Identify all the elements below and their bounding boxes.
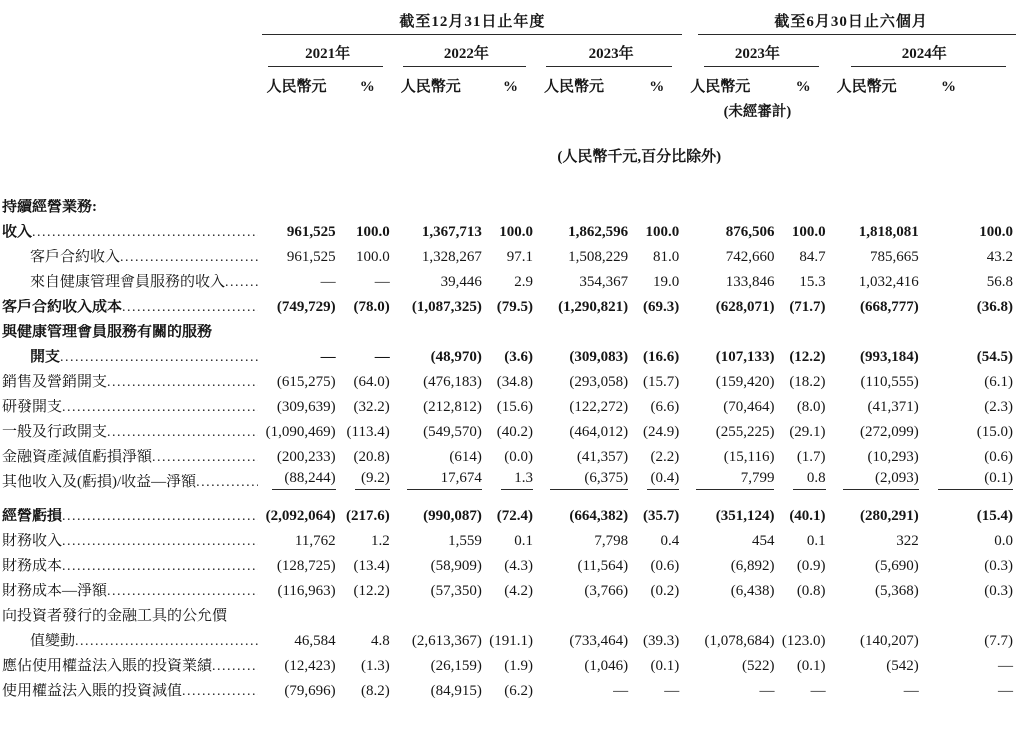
- cell-amount: 785,665: [869, 248, 919, 265]
- cell-amount: (1,290,821): [558, 298, 629, 315]
- cell-amount: —: [613, 682, 629, 699]
- header-units-row-labels: [2, 67, 1018, 98]
- cell-amount: (107,133): [715, 348, 775, 365]
- dot-leader: [120, 249, 258, 266]
- cell-amount: 46,584: [294, 632, 336, 649]
- cell-percentage: (0.3): [984, 582, 1013, 599]
- cell-amount: (48,970): [430, 348, 482, 365]
- header-unaudited-row: [2, 98, 1018, 121]
- table-row: [2, 415, 1018, 440]
- cell-amount: 354,367: [579, 273, 629, 290]
- header-year-row: [2, 35, 1018, 67]
- cell-percentage: (12.2): [353, 582, 390, 599]
- cell-amount: (58,909): [430, 557, 482, 574]
- dot-leader: [75, 633, 258, 650]
- cell-percentage: (113.4): [346, 423, 390, 440]
- cell-amount: (3,766): [584, 582, 629, 599]
- cell-percentage: (72.4): [496, 507, 533, 524]
- cell-amount: (993,184): [859, 348, 919, 365]
- cell-amount: 7,798: [594, 532, 629, 549]
- cell-percentage: (0.6): [650, 557, 680, 574]
- cell-percentage: (1.9): [504, 657, 533, 674]
- cell-amount: (15,116): [723, 448, 775, 465]
- cell-amount: (749,729): [276, 298, 336, 315]
- cell-percentage: (54.5): [976, 348, 1013, 365]
- row-label: 客戶合約收入成本 .....: [2, 290, 260, 315]
- currency-head-2: 人民幣元: [400, 79, 461, 95]
- cell-percentage: (35.7): [643, 507, 680, 524]
- table-row: [2, 315, 1018, 340]
- cell-amount: —: [759, 682, 775, 699]
- cell-amount: —: [903, 682, 919, 699]
- cell-percentage: (6.6): [650, 398, 680, 415]
- cell-amount: (88,244): [260, 465, 338, 490]
- cell-percentage: 100.0: [355, 223, 390, 240]
- cell-percentage: (15.6): [496, 398, 533, 415]
- cell-amount: (116,963): [277, 582, 336, 599]
- row-label: 財務成本—淨額 .....: [2, 574, 260, 599]
- empty-cells: [260, 599, 1018, 624]
- currency-head-5: 人民幣元: [836, 79, 897, 95]
- cell-percentage: 0.1: [806, 532, 826, 549]
- cell-amount: (84,915): [430, 682, 482, 699]
- header-units-note-row: [2, 121, 1018, 166]
- table-row: [2, 674, 1018, 699]
- table-row: [2, 599, 1018, 624]
- row-label: 財務成本 .....: [2, 549, 260, 574]
- cell-percentage: (39.3): [643, 632, 680, 649]
- cell-amount: (1,087,325): [411, 298, 482, 315]
- cell-percentage: (217.6): [345, 507, 390, 524]
- cell-percentage: (40.1): [789, 507, 826, 524]
- cell-percentage: 100.0: [979, 223, 1013, 240]
- pct-head-5: %: [941, 79, 956, 95]
- dot-leader: [62, 558, 258, 575]
- cell-amount: (41,371): [867, 398, 919, 415]
- cell-amount: (293,058): [569, 373, 629, 390]
- cell-percentage: (123.0): [781, 632, 826, 649]
- cell-percentage: 100.0: [645, 223, 680, 240]
- dot-leader: [32, 224, 258, 241]
- period-group-interim-title: 截至6月30日止六個月: [774, 14, 928, 30]
- cell-percentage: (78.0): [353, 298, 390, 315]
- year-head-2023-interim: 2023年: [684, 35, 830, 67]
- cell-percentage: (0.8): [796, 582, 826, 599]
- cell-amount: (122,272): [569, 398, 629, 415]
- cell-amount: (1,090,469): [265, 423, 336, 440]
- cell-percentage: (8.2): [360, 682, 390, 699]
- year-head-2023: 2023年: [538, 35, 684, 67]
- cell-amount: (1,046): [584, 657, 629, 674]
- table-row: [2, 574, 1018, 599]
- cell-amount: (549,570): [423, 423, 482, 440]
- cell-percentage: 19.0: [653, 273, 680, 290]
- table-row: [2, 290, 1018, 315]
- cell-amount: 1,367,713: [421, 223, 482, 240]
- pct-head-4: %: [795, 79, 811, 95]
- row-label: 客戶合約收入 .....: [2, 240, 260, 265]
- row-label: 來自健康管理會員服務的收入 .....: [2, 265, 260, 290]
- cell-amount: (309,083): [569, 348, 629, 365]
- cell-amount: 876,506: [725, 223, 775, 240]
- cell-percentage: 43.2: [986, 248, 1013, 265]
- cell-percentage: 1.2: [370, 532, 390, 549]
- table-row: [2, 549, 1018, 574]
- cell-percentage: (0.0): [504, 448, 533, 465]
- cell-amount: (628,071): [715, 298, 775, 315]
- row-label: 應佔使用權益法入賬的投資業績 .....: [2, 649, 260, 674]
- cell-percentage: (0.1): [650, 657, 680, 674]
- cell-percentage: —: [998, 682, 1013, 699]
- row-label: 與健康管理會員服務有關的服務: [2, 323, 213, 340]
- cell-amount: (5,368): [874, 582, 919, 599]
- cell-amount: (26,159): [430, 657, 482, 674]
- table-row: [2, 190, 1018, 215]
- year-head-2022: 2022年: [395, 35, 538, 67]
- cell-percentage: (0.4): [631, 465, 684, 490]
- row-label: 使用權益法入賬的投資減值 .....: [2, 674, 260, 699]
- dot-leader: [60, 349, 258, 366]
- cell-amount: 961,525: [286, 248, 336, 265]
- pct-head-2: %: [502, 79, 518, 95]
- period-group-annual-title: 截至12月31日止年度: [399, 14, 546, 30]
- cell-percentage: 2.9: [514, 273, 533, 290]
- cell-percentage: (0.6): [984, 448, 1013, 465]
- pct-head-3: %: [649, 79, 665, 95]
- cell-amount: (2,092,064): [265, 507, 336, 524]
- cell-amount: —: [320, 348, 336, 365]
- cell-percentage: —: [998, 657, 1013, 674]
- cell-percentage: (1.7): [796, 448, 826, 465]
- cell-percentage: (16.6): [643, 348, 680, 365]
- cell-percentage: (0.3): [984, 557, 1013, 574]
- cell-percentage: 4.8: [370, 632, 390, 649]
- cell-percentage: (0.9): [796, 557, 826, 574]
- dot-leader: [182, 683, 258, 700]
- cell-amount: (79,696): [284, 682, 336, 699]
- cell-amount: (41,357): [576, 448, 629, 465]
- cell-amount: (11,564): [577, 557, 629, 574]
- table-row: [2, 465, 1018, 490]
- currency-head-4: 人民幣元: [690, 79, 751, 95]
- cell-amount: (159,420): [715, 373, 775, 390]
- cell-percentage: 0.0: [994, 532, 1013, 549]
- cell-percentage: (29.1): [789, 423, 826, 440]
- cell-percentage: (6.2): [504, 682, 533, 699]
- units-note: (人民幣千元,百分比除外): [557, 149, 722, 165]
- cell-percentage: (4.2): [504, 582, 533, 599]
- dot-leader: [107, 424, 258, 441]
- empty-cells: [260, 190, 1018, 215]
- row-label: 向投資者發行的金融工具的公允價: [2, 607, 228, 624]
- cell-percentage: (4.3): [504, 557, 533, 574]
- period-group-annual: [260, 10, 684, 35]
- cell-percentage: —: [374, 348, 390, 365]
- cell-percentage: (0.1): [796, 657, 826, 674]
- cell-amount: 133,846: [725, 273, 775, 290]
- cell-amount: (464,012): [569, 423, 629, 440]
- year-head-2024-interim: 2024年: [831, 35, 1018, 67]
- cell-percentage: (3.6): [504, 348, 533, 365]
- cell-amount: 961,525: [286, 223, 336, 240]
- cell-percentage: 84.7: [799, 248, 826, 265]
- cell-percentage: (7.7): [984, 632, 1013, 649]
- unaudited-note: (未經審計): [723, 104, 792, 120]
- cell-percentage: —: [810, 682, 826, 699]
- cell-amount: (200,233): [276, 448, 336, 465]
- cell-percentage: —: [664, 682, 680, 699]
- cell-amount: (351,124): [715, 507, 775, 524]
- dot-leader: [62, 533, 258, 550]
- cell-percentage: (24.9): [643, 423, 680, 440]
- cell-percentage: (12.2): [789, 348, 826, 365]
- table-row: [2, 340, 1018, 365]
- cell-percentage: (13.4): [353, 557, 390, 574]
- currency-head-1: 人民幣元: [266, 79, 327, 95]
- cell-percentage: 81.0: [653, 248, 680, 265]
- table-row: [2, 624, 1018, 649]
- cell-percentage: (15.7): [643, 373, 680, 390]
- cell-percentage: (0.2): [650, 582, 680, 599]
- table-body: [2, 166, 1018, 699]
- cell-amount: 1,818,081: [858, 223, 919, 240]
- pct-head-1: %: [359, 79, 375, 95]
- cell-amount: (614): [449, 448, 482, 465]
- cell-amount: (615,275): [276, 373, 336, 390]
- cell-percentage: (2.3): [984, 398, 1013, 415]
- cell-percentage: 0.8: [777, 465, 830, 490]
- dot-leader: [107, 583, 258, 600]
- cell-percentage: (20.8): [353, 448, 390, 465]
- row-label: 金融資產減值虧損淨額 .....: [2, 440, 260, 465]
- cell-amount: (476,183): [423, 373, 482, 390]
- cell-amount: (6,892): [730, 557, 775, 574]
- cell-percentage: 0.4: [660, 532, 680, 549]
- cell-amount: 1,032,416: [858, 273, 919, 290]
- year-head-2021: 2021年: [260, 35, 394, 67]
- row-label: 值變動 .....: [2, 624, 260, 649]
- header-period-row: [2, 10, 1018, 35]
- cell-amount: 322: [896, 532, 919, 549]
- table-row: [2, 524, 1018, 549]
- cell-amount: —: [320, 273, 336, 290]
- dot-leader: [196, 474, 258, 491]
- cell-amount: (2,093): [831, 465, 922, 490]
- cell-percentage: 56.8: [986, 273, 1013, 290]
- cell-amount: (128,725): [276, 557, 336, 574]
- cell-amount: (280,291): [859, 507, 919, 524]
- cell-amount: (664,382): [569, 507, 629, 524]
- cell-percentage: 15.3: [799, 273, 826, 290]
- table-row: [2, 440, 1018, 465]
- cell-amount: (212,812): [423, 398, 482, 415]
- cell-amount: 17,674: [395, 465, 485, 490]
- cell-percentage: (34.8): [496, 373, 533, 390]
- cell-percentage: (6.1): [984, 373, 1013, 390]
- table-row: [2, 490, 1018, 524]
- cell-amount: (57,350): [430, 582, 482, 599]
- cell-amount: 742,660: [725, 248, 775, 265]
- row-label: 研發開支 .....: [2, 390, 260, 415]
- cell-amount: (70,464): [723, 398, 775, 415]
- cell-percentage: (1.3): [360, 657, 390, 674]
- cell-amount: (110,555): [860, 373, 919, 390]
- cell-percentage: (2.2): [650, 448, 680, 465]
- cell-amount: (668,777): [859, 298, 919, 315]
- cell-amount: (990,087): [423, 507, 482, 524]
- cell-amount: 1,328,267: [421, 248, 482, 265]
- row-label: 開支 .....: [2, 340, 260, 365]
- cell-amount: (6,438): [730, 582, 775, 599]
- cell-amount: 11,762: [294, 532, 336, 549]
- empty-cells: [260, 315, 1018, 340]
- cell-amount: (272,099): [859, 423, 919, 440]
- cell-amount: (255,225): [715, 423, 775, 440]
- cell-percentage: (36.8): [976, 298, 1013, 315]
- cell-percentage: (18.2): [789, 373, 826, 390]
- dot-leader: [62, 508, 258, 525]
- table-row: [2, 215, 1018, 240]
- cell-percentage: (15.0): [976, 423, 1013, 440]
- dot-leader: [62, 399, 258, 416]
- cell-amount: (5,690): [874, 557, 919, 574]
- financial-statement-table: [2, 10, 1018, 699]
- table-row: [2, 390, 1018, 415]
- row-label: 財務收入 .....: [2, 524, 260, 549]
- cell-percentage: (15.4): [976, 507, 1013, 524]
- cell-amount: (6,375): [538, 465, 631, 490]
- cell-amount: 1,508,229: [568, 248, 629, 265]
- cell-amount: 7,799: [684, 465, 777, 490]
- dot-leader: [212, 658, 258, 675]
- cell-percentage: (79.5): [496, 298, 533, 315]
- cell-percentage: (9.2): [339, 465, 395, 490]
- cell-amount: (542): [886, 657, 919, 674]
- dot-leader: [225, 274, 258, 291]
- cell-percentage: (40.2): [496, 423, 533, 440]
- cell-percentage: 0.1: [514, 532, 533, 549]
- cell-amount: (10,293): [867, 448, 919, 465]
- cell-percentage: (191.1): [489, 632, 533, 649]
- row-label: 一般及行政開支 .....: [2, 415, 260, 440]
- row-label: 銷售及營銷開支 .....: [2, 365, 260, 390]
- cell-percentage: 100.0: [791, 223, 826, 240]
- table-row: [2, 649, 1018, 674]
- row-label: 其他收入及(虧損)/收益—淨額 .....: [2, 465, 260, 490]
- table-row: [2, 265, 1018, 290]
- cell-percentage: 97.1: [506, 248, 533, 265]
- cell-amount: (733,464): [569, 632, 629, 649]
- dot-leader: [122, 299, 258, 316]
- cell-amount: 454: [751, 532, 775, 549]
- dot-leader: [107, 374, 258, 391]
- cell-percentage: —: [374, 273, 390, 290]
- cell-amount: (522): [741, 657, 775, 674]
- cell-amount: (140,207): [859, 632, 919, 649]
- table-row: [2, 240, 1018, 265]
- cell-amount: 1,559: [448, 532, 482, 549]
- cell-percentage: (0.1): [922, 465, 1018, 490]
- cell-percentage: 100.0: [499, 223, 533, 240]
- cell-percentage: (64.0): [353, 373, 390, 390]
- cell-percentage: 100.0: [355, 248, 390, 265]
- row-label: 持續經營業務:: [2, 198, 97, 215]
- cell-amount: (1,078,684): [704, 632, 775, 649]
- row-label: 經營虧損 .....: [2, 490, 260, 524]
- currency-head-3: 人民幣元: [543, 79, 604, 95]
- cell-percentage: (69.3): [643, 298, 680, 315]
- cell-amount: 39,446: [440, 273, 482, 290]
- table-row: [2, 365, 1018, 390]
- cell-percentage: (32.2): [353, 398, 390, 415]
- cell-amount: 1,862,596: [568, 223, 629, 240]
- cell-amount: (12,423): [284, 657, 336, 674]
- row-label: 收入 .....: [2, 215, 260, 240]
- dot-leader: [152, 449, 258, 466]
- cell-amount: (309,639): [276, 398, 336, 415]
- cell-percentage: (8.0): [796, 398, 826, 415]
- cell-percentage: 1.3: [485, 465, 538, 490]
- cell-amount: (2,613,367): [411, 632, 482, 649]
- label-column-head: [2, 10, 260, 35]
- cell-percentage: (71.7): [789, 298, 826, 315]
- period-group-interim: [684, 10, 1018, 35]
